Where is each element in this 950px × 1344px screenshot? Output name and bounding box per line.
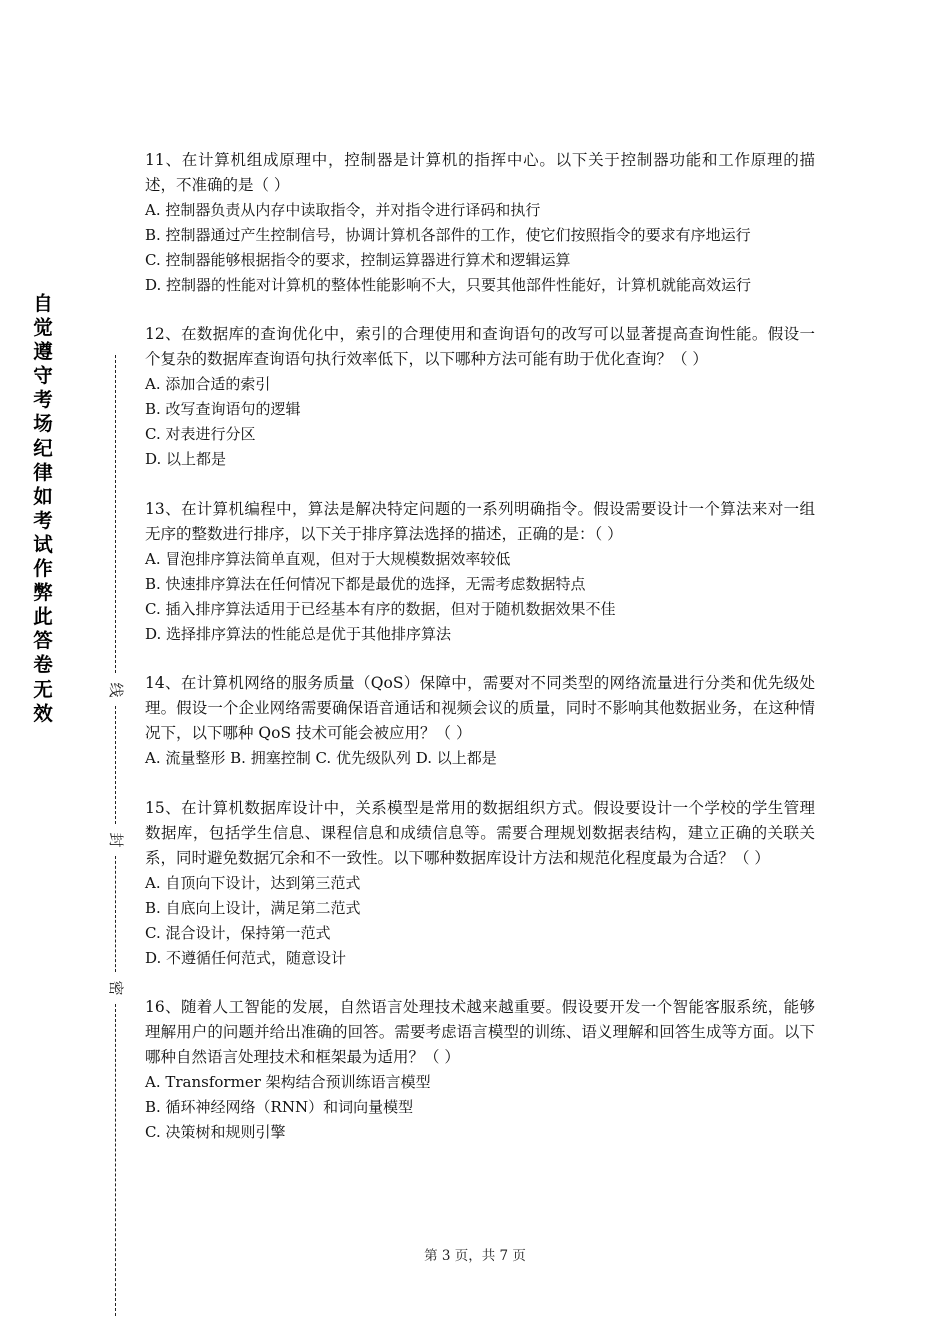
question-stem: 14、在计算机网络的服务质量（QoS）保障中，需要对不同类型的网络流量进行分类和优先级处理。假设一个企业网络需要确保语音通话和视频会议的质量，同时不影响其他数据业务，在这种情况下，以下哪种 QoS 技术可能会被应用？（ ） bbox=[145, 674, 815, 743]
binding-seal-mark: 封 bbox=[107, 832, 125, 848]
question-list bbox=[145, 148, 815, 1169]
question-11 bbox=[145, 148, 815, 298]
option-b: B. 改写查询语句的逻辑 bbox=[145, 400, 301, 419]
binding-dashed-line bbox=[115, 355, 116, 673]
question-stem: 15、在计算机数据库设计中，关系模型是常用的数据组织方式。假设要设计一个学校的学生管理数据库，包括学生信息、课程信息和成绩信息等。需要合理规划数据表结构，建立正确的关联关系，同时避免数据冗余和不一致性。以下哪种数据库设计方法和规范化程度最为合适？（ ） bbox=[145, 798, 815, 867]
option-c: C. 混合设计，保持第一范式 bbox=[145, 923, 331, 942]
question-12 bbox=[145, 322, 815, 472]
option-c: C. 控制器能够根据指令的要求，控制运算器进行算术和逻辑运算 bbox=[145, 251, 571, 269]
question-stem: 16、随着人工智能的发展，自然语言处理技术越来越重要。假设要开发一个智能客服系统，能够理解用户的问题并给出准确的回答。需要考虑语言模型的训练、语义理解和回答生成等方面。以下哪种自然语言处理技术和框架最为适用？（ ） bbox=[145, 997, 815, 1066]
option-c: C. 插入排序算法适用于已经基本有序的数据，但对于随机数据效果不佳 bbox=[145, 599, 616, 618]
option-c: C. 决策树和规则引擎 bbox=[145, 1122, 286, 1141]
options-inline: A. 流量整形 B. 拥塞控制 C. 优先级队列 D. 以上都是 bbox=[145, 749, 497, 768]
option-d: D. 选择排序算法的性能总是优于其他排序算法 bbox=[145, 624, 452, 643]
binding-dashed-line bbox=[115, 856, 116, 972]
option-b: B. 循环神经网络（RNN）和词向量模型 bbox=[145, 1097, 414, 1116]
question-14 bbox=[145, 671, 815, 771]
binding-secret-mark: 密 bbox=[107, 980, 125, 996]
option-a: A. 自顶向下设计，达到第三范式 bbox=[145, 873, 361, 892]
option-c: C. 对表进行分区 bbox=[145, 425, 256, 444]
binding-dashed-line bbox=[115, 1004, 116, 1316]
question-16 bbox=[145, 995, 815, 1145]
question-13 bbox=[145, 497, 815, 647]
binding-line-mark: 线 bbox=[107, 682, 125, 698]
option-a: A. Transformer 架构结合预训练语言模型 bbox=[145, 1072, 431, 1091]
option-d: D. 控制器的性能对计算机的整体性能影响不大，只要其他部件性能好，计算机就能高效运行 bbox=[145, 276, 752, 294]
option-b: B. 快速排序算法在任何情况下都是最优的选择，无需考虑数据特点 bbox=[145, 574, 586, 593]
option-b: B. 自底向上设计，满足第二范式 bbox=[145, 898, 361, 917]
question-stem: 12、在数据库的查询优化中，索引的合理使用和查询语句的改写可以显著提高查询性能。假设一个复杂的数据库查询语句执行效率低下，以下哪种方法可能有助于优化查询？（ ） bbox=[145, 325, 815, 369]
question-stem: 13、在计算机编程中，算法是解决特定问题的一系列明确指令。假设需要设计一个算法来对一组无序的整数进行排序，以下关于排序算法选择的描述，正确的是：（ ） bbox=[145, 499, 815, 543]
option-a: A. 控制器负责从内存中读取指令，并对指令进行译码和执行 bbox=[145, 201, 541, 219]
exam-discipline-notice: 自觉遵守考场纪律如考试作弊此答卷无效 bbox=[33, 292, 53, 725]
binding-dashed-line bbox=[115, 706, 116, 824]
option-d: D. 以上都是 bbox=[145, 450, 227, 469]
option-a: A. 冒泡排序算法简单直观，但对于大规模数据效率较低 bbox=[145, 549, 511, 568]
question-15 bbox=[145, 796, 815, 971]
question-stem: 11、在计算机组成原理中，控制器是计算机的指挥中心。以下关于控制器功能和工作原理的描述，不准确的是（ ） bbox=[145, 151, 815, 194]
option-a: A. 添加合适的索引 bbox=[145, 375, 271, 394]
page-number: 第 3 页，共 7 页 bbox=[424, 1248, 526, 1264]
option-d: D. 不遵循任何范式，随意设计 bbox=[145, 948, 347, 967]
option-b: B. 控制器通过产生控制信号，协调计算机各部件的工作，使它们按照指令的要求有序地运行 bbox=[145, 226, 751, 244]
